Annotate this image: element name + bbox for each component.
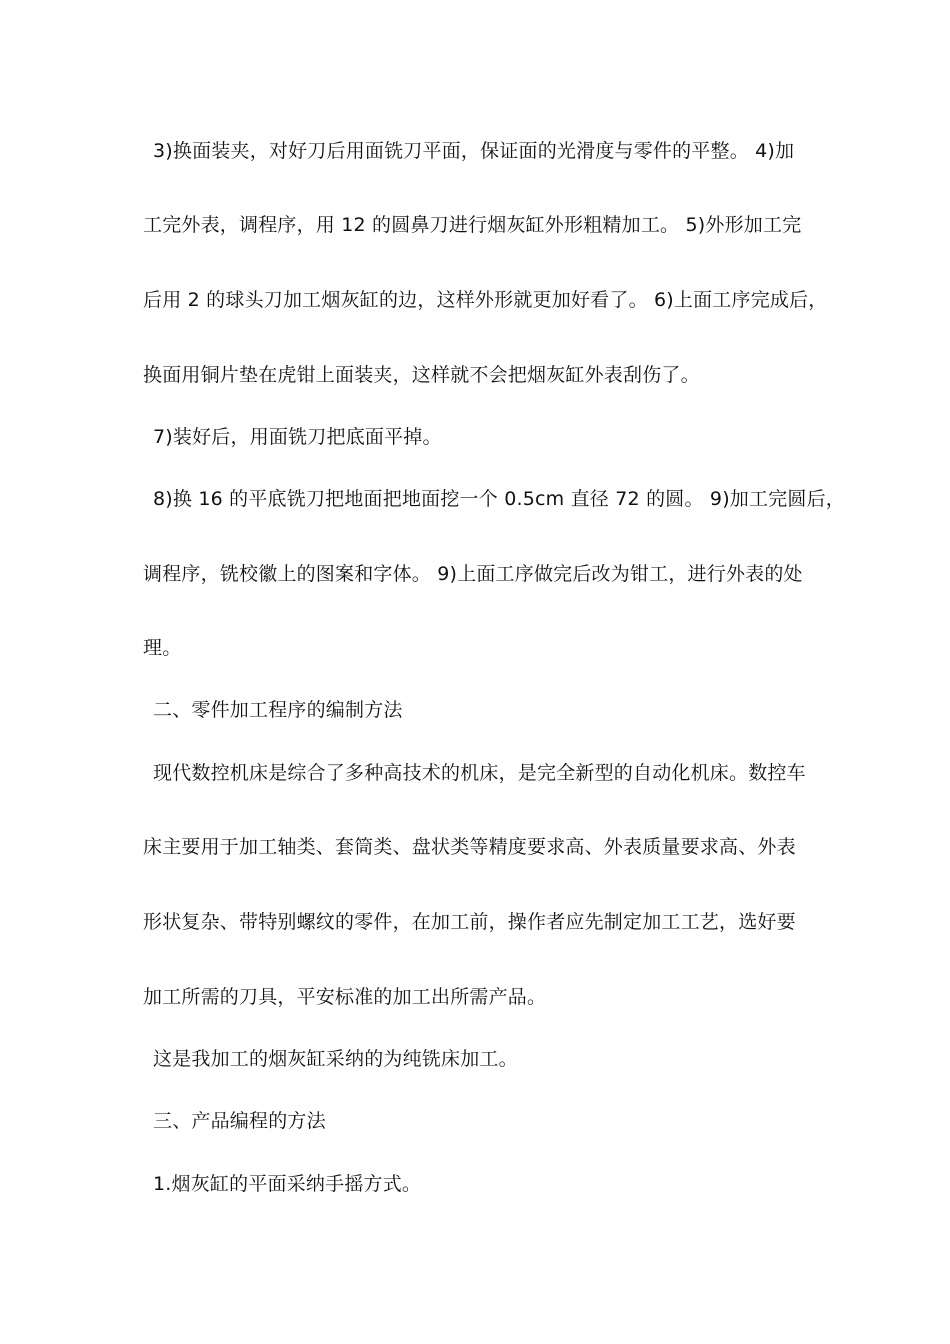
paragraph-line: 这是我加工的烟灰缸采纳的为纯铣床加工。	[153, 1048, 518, 1070]
paragraph-line: 现代数控机床是综合了多种高技术的机床，是完全新型的自动化机床。数控车	[153, 762, 806, 784]
paragraph-line: 8)换 16 的平底铣刀把地面把地面挖一个 0.5cm 直径 72 的圆。 9)加工完圆后，	[153, 488, 846, 510]
paragraph-line: 换面用铜片垫在虎钳上面装夹，这样就不会把烟灰缸外表刮伤了。	[143, 364, 700, 386]
section-heading: 二、零件加工程序的编制方法	[153, 699, 403, 721]
section-heading: 三、产品编程的方法	[153, 1110, 326, 1132]
paragraph-line: 床主要用于加工轴类、套筒类、盘状类等精度要求高、外表质量要求高、外表	[143, 836, 796, 858]
paragraph-line: 7)装好后，用面铣刀把底面平掉。	[153, 426, 442, 448]
paragraph-line: 加工所需的刀具，平安标准的加工出所需产品。	[143, 986, 547, 1008]
paragraph-line: 工完外表，调程序，用 12 的圆鼻刀进行烟灰缸外形粗精加工。 5)外形加工完	[143, 214, 802, 236]
paragraph-line: 理。	[143, 637, 182, 659]
paragraph-line: 后用 2 的球头刀加工烟灰缸的边，这样外形就更加好看了。 6)上面工序完成后，	[143, 289, 828, 311]
paragraph-line: 1.烟灰缸的平面采纳手摇方式。	[153, 1173, 422, 1195]
paragraph-line: 调程序，铣校徽上的图案和字体。 9)上面工序做完后改为钳工，进行外表的处	[143, 563, 803, 585]
paragraph-line: 形状复杂、带特别螺纹的零件，在加工前，操作者应先制定加工工艺，选好要	[143, 911, 796, 933]
paragraph-line: 3)换面装夹，对好刀后用面铣刀平面，保证面的光滑度与零件的平整。 4)加	[153, 140, 795, 162]
